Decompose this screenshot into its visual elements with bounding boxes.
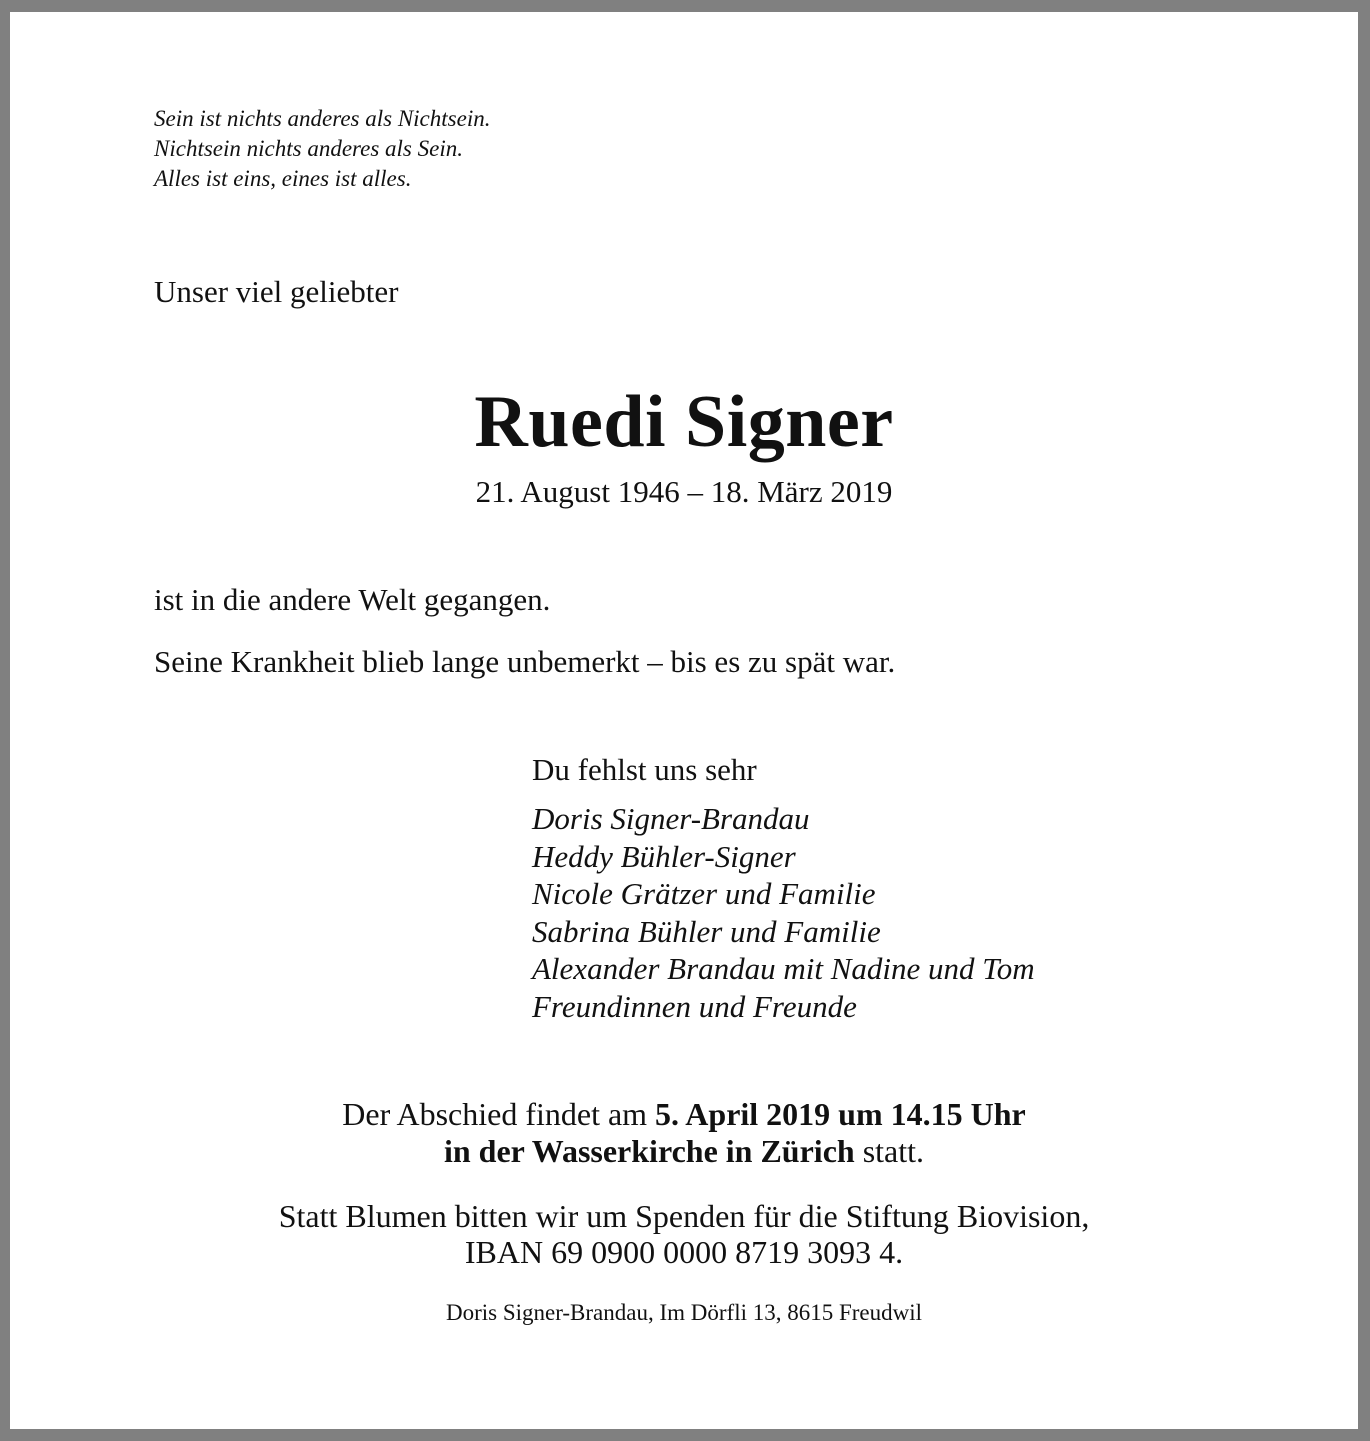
mourner-name: Nicole Grätzer und Familie — [532, 876, 876, 911]
illness-text: Seine Krankheit blieb lange unbemerkt – bis es zu spät war. — [154, 644, 896, 679]
mourners-list — [532, 800, 1035, 1025]
motto-line: Alles ist eins, eines ist alles. — [154, 166, 412, 191]
mourner-name: Freundinnen und Freunde — [532, 988, 857, 1024]
mourner-name: Doris Signer-Brandau — [532, 801, 810, 836]
passing-text: ist in die andere Welt gegangen. — [154, 582, 551, 617]
farewell-line-2 — [10, 1133, 1358, 1170]
motto-quote — [154, 104, 490, 194]
obituary-notice — [10, 12, 1358, 1429]
farewell-prefix: Der Abschied findet am — [342, 1096, 656, 1132]
life-dates: 21. August 1946 – 18. März 2019 — [475, 474, 893, 509]
farewell-info — [10, 1096, 1358, 1170]
farewell-line-1 — [10, 1096, 1358, 1133]
deceased-name: Ruedi Signer — [474, 381, 894, 463]
mourner-name: Alexander Brandau mit Nadine und Tom — [532, 951, 1035, 986]
farewell-location: in der Wasserkirche in Zürich — [443, 1133, 855, 1169]
donation-iban: IBAN 69 0900 0000 8719 3093 4. — [464, 1234, 904, 1270]
intro-text: Unser viel geliebter — [154, 274, 399, 309]
contact-address: Doris Signer-Brandau, Im Dörfli 13, 8615 Freudwil — [445, 1300, 923, 1325]
donation-info — [10, 1198, 1358, 1270]
farewell-suffix: statt. — [854, 1133, 925, 1169]
signoff-text: Du fehlst uns sehr — [532, 752, 757, 787]
motto-line: Sein ist nichts anderes als Nichtsein. — [154, 106, 491, 131]
farewell-datetime: 5. April 2019 um 14.15 Uhr — [655, 1096, 1026, 1132]
donation-line-1: Statt Blumen bitten wir um Spenden für die Stiftung Biovision, — [278, 1198, 1090, 1234]
mourner-name: Heddy Bühler-Signer — [532, 838, 796, 874]
motto-line: Nichtsein nichts anderes als Sein. — [154, 136, 463, 161]
mourner-name: Sabrina Bühler und Familie — [532, 913, 881, 949]
